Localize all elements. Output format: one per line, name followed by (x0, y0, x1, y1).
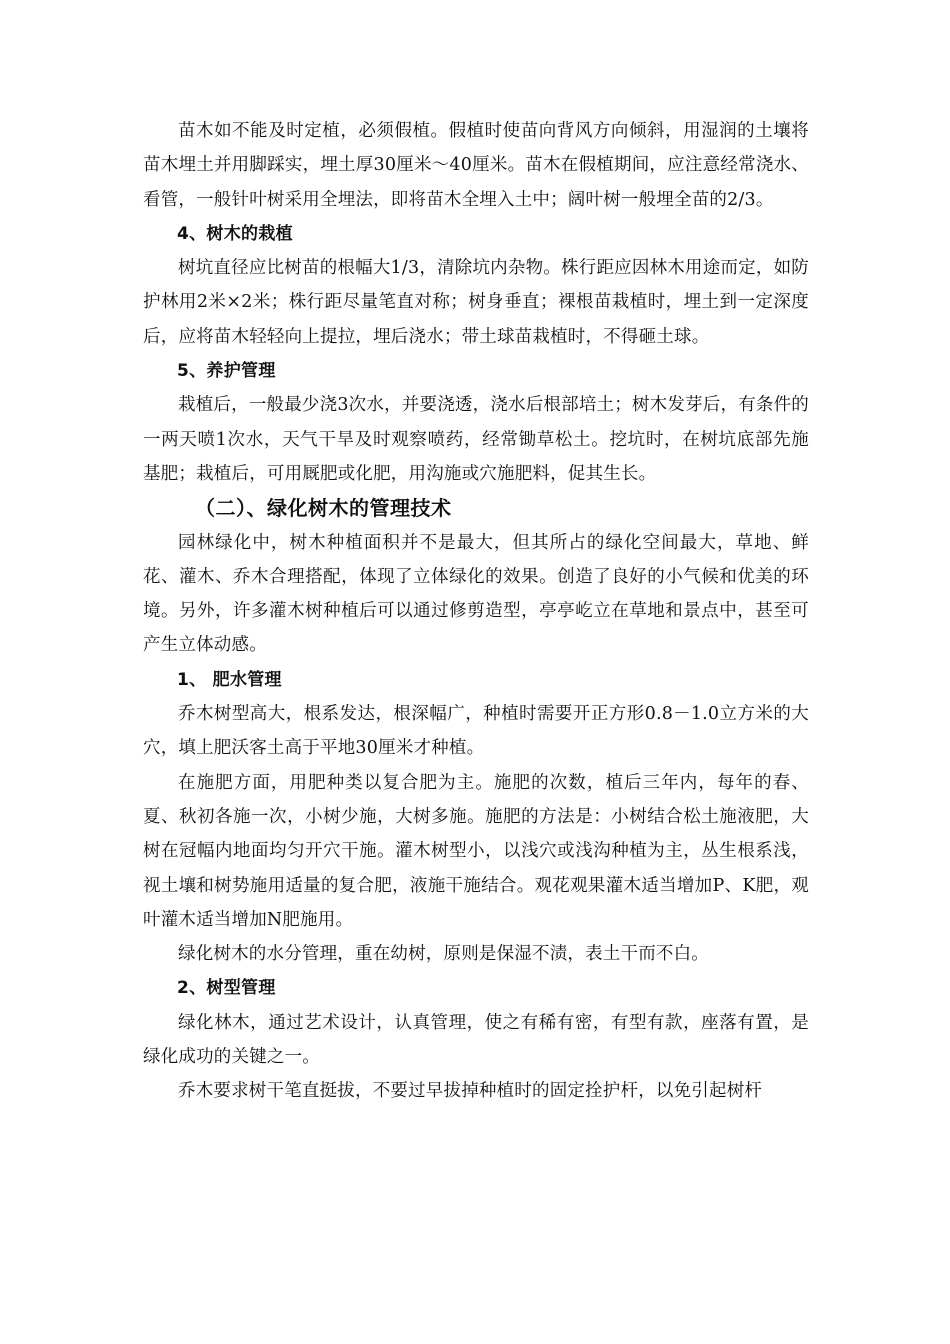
document-page (143, 114, 809, 1109)
paragraph-watering: 栽植后，一般最少浇3次水，并要浇透，浇水后根部培土；树木发芽后，有条件的一两天喷1次水，天气干旱及时观察喷药，经常锄草松土。挖坑时，在树坑底部先施基肥；栽植后，可用厩肥或化肥，用沟施或穴施肥料，促其生长。 (143, 395, 809, 484)
section-heading-tree-management: （二）、绿化树木的管理技术 (195, 496, 452, 521)
paragraph-water-management: 绿化树木的水分管理，重在幼树，原则是保湿不渍，表土干而不白。 (178, 944, 709, 965)
paragraph-fertilizing: 在施肥方面，用肥种类以复合肥为主。施肥的次数，植后三年内，每年的春、夏、秋初各施一次，小树少施，大树多施。施肥的方法是：小树结合松土施液肥，大树在冠幅内地面均匀开穴干施。灌木树型小，以浅穴或浅沟种植为主，丛生根系浅，视土壤和树势施用适量的复合肥，液施干施结合。观花观果灌木适当增加P、K肥，观叶灌木适当增加N肥施用。 (143, 772, 809, 930)
paragraph-trunk-straight: 乔木要求树干笔直挺拔，不要过早拔掉种植时的固定拴护杆，以免引起树杆 (178, 1081, 763, 1102)
paragraph-artistic-design: 绿化林木，通过艺术设计，认真管理，使之有稀有密，有型有款，座落有置，是绿化成功的关键之一。 (143, 1012, 809, 1068)
heading-fertilizer-water: 1、 肥水管理 (177, 669, 282, 690)
heading-tree-shape: 2、树型管理 (177, 978, 276, 999)
paragraph-tree-pits: 乔木树型高大，根系发达，根深幅广，种植时需要开正方形0.8－1.0立方米的大穴，填上肥沃客土高于平地30厘米才种植。 (143, 704, 809, 759)
paragraph-heeling-in: 苗木如不能及时定植，必须假植。假植时使苗向背风方向倾斜，用湿润的土壤将苗木埋土并用脚踩实，埋土厚30厘米～40厘米。苗木在假植期间，应注意经常浇水、看管，一般针叶树采用全埋法，即将苗木全埋入土中；阔叶树一般埋全苗的2/3。 (143, 121, 809, 210)
paragraph-landscape-greening: 园林绿化中，树木种植面积并不是最大，但其所占的绿化空间最大，草地、鲜花、灌木、乔木合理搭配，体现了立体绿化的效果。创造了良好的小气候和优美的环境。另外，许多灌木树种植后可以通过修剪造型，亭亭屹立在草地和景点中，甚至可产生立体动感。 (143, 532, 809, 656)
heading-tree-planting: 4、树木的栽植 (177, 223, 293, 244)
paragraph-planting-pits: 树坑直径应比树苗的根幅大1/3，清除坑内杂物。株行距应因林木用途而定，如防护林用2米×2米；株行距尽量笔直对称；树身垂直；裸根苗栽植时，埋土到一定深度后，应将苗木轻轻向上提拉，埋后浇水；带土球苗栽植时，不得砸土球。 (143, 258, 809, 347)
heading-maintenance: 5、养护管理 (177, 361, 276, 382)
